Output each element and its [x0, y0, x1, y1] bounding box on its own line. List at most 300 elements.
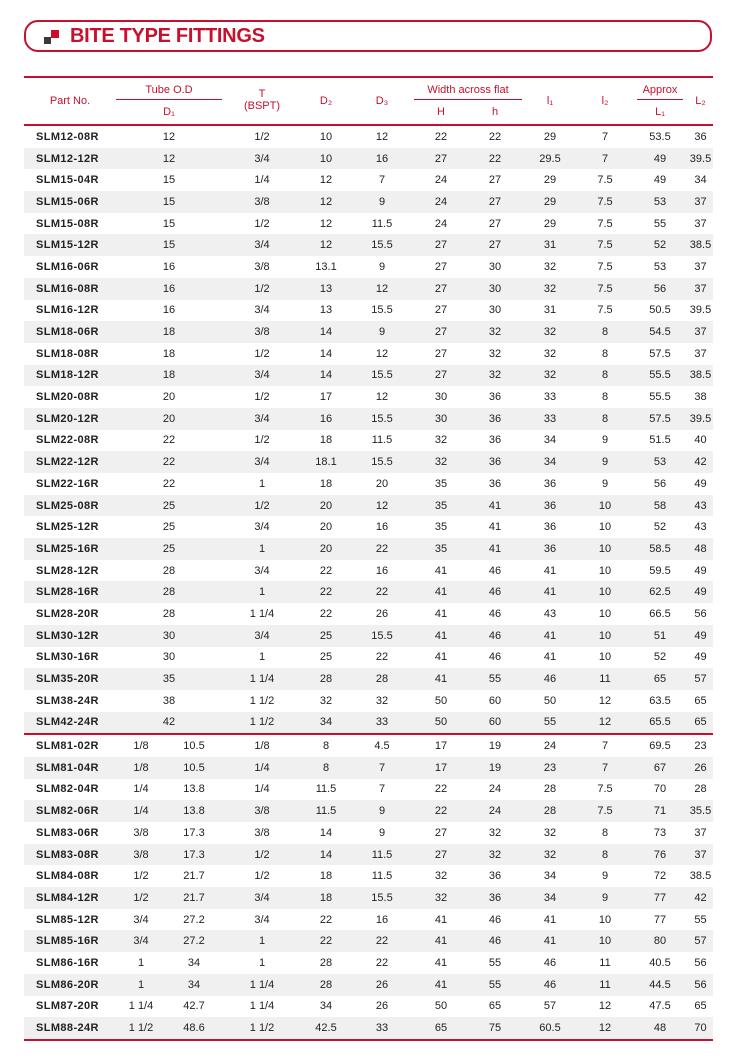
table-cell: 20: [162, 391, 176, 404]
table-cell: 22: [414, 800, 468, 822]
table-cell: 8: [302, 757, 350, 779]
table-cell: 18: [319, 477, 333, 490]
table-cell: 33: [350, 712, 414, 735]
part-number-cell: SLM15-06R: [24, 191, 116, 213]
table-cell: 32: [468, 365, 522, 387]
table-cell: 41: [414, 668, 468, 690]
table-cell: 56: [688, 974, 713, 996]
table-cell: 41: [414, 930, 468, 952]
table-cell: 30: [162, 651, 176, 664]
table-cell: 18.1: [302, 451, 350, 473]
table-cell: 29: [543, 174, 557, 187]
table-cell: 41: [488, 521, 502, 534]
table-cell: 19: [468, 734, 522, 757]
table-cell: 17: [319, 391, 333, 404]
table-cell: 13.1: [315, 260, 337, 273]
table-cell: 39.5: [689, 304, 712, 317]
table-cell: 26: [375, 607, 389, 620]
table-cell: 28: [350, 668, 414, 690]
part-number-cell: SLM86-16R: [36, 956, 99, 969]
table-cell: 27.2: [166, 930, 222, 952]
table-cell: 30: [414, 408, 468, 430]
table-cell: 10: [302, 148, 350, 170]
table-cell: 65: [688, 712, 713, 735]
table-cell: 34: [694, 174, 707, 187]
table-cell: 12: [116, 148, 222, 170]
table-cell: 65: [694, 1000, 707, 1013]
header-d1: D₁: [163, 106, 175, 118]
table-cell: 77: [653, 913, 667, 926]
table-cell: 41: [434, 651, 448, 664]
table-cell: 51.5: [649, 434, 671, 447]
table-cell: 32: [414, 451, 468, 473]
table-cell: 49: [694, 564, 707, 577]
table-cell: 11.5: [371, 434, 393, 447]
table-cell: 50: [543, 694, 557, 707]
table-cell: 1/4: [254, 174, 270, 187]
part-number-cell: SLM22-12R: [24, 451, 116, 473]
table-cell: 10: [319, 130, 333, 143]
table-cell: 9: [378, 260, 386, 273]
table-cell: 46: [488, 651, 502, 664]
table-cell: 9: [601, 434, 609, 447]
table-cell: 9: [578, 887, 632, 909]
table-row: [24, 148, 713, 170]
table-cell: 42.7: [183, 1000, 205, 1013]
table-cell: 32: [414, 887, 468, 909]
table-cell: 46: [488, 913, 502, 926]
table-cell: 41: [434, 564, 448, 577]
table-cell: 9: [601, 477, 609, 490]
table-cell: 37: [694, 260, 707, 273]
table-cell: 52: [653, 521, 667, 534]
table-cell: 21.7: [166, 887, 222, 909]
table-cell: 8: [601, 826, 609, 839]
table-cell: 27: [414, 321, 468, 343]
table-cell: 3/4: [222, 365, 302, 387]
table-row: [24, 343, 713, 365]
table-cell: 22: [488, 130, 502, 143]
table-cell: 27: [434, 826, 448, 839]
table-cell: 36: [488, 391, 502, 404]
table-cell: 34: [187, 956, 201, 969]
table-cell: 32: [522, 365, 578, 387]
table-cell: 46: [522, 668, 578, 690]
table-cell: 28: [543, 783, 557, 796]
table-cell: 37: [688, 321, 713, 343]
table-cell: 32: [543, 347, 557, 360]
table-cell: 3/8: [222, 800, 302, 822]
part-number-cell: SLM20-08R: [36, 391, 99, 404]
table-cell: 35.5: [688, 800, 713, 822]
header-l1-small: l₁: [546, 95, 554, 107]
table-cell: 25: [302, 625, 350, 647]
table-cell: 42: [116, 712, 222, 735]
table-row: [24, 386, 713, 408]
table-row: [24, 779, 713, 801]
table-cell: 49: [688, 625, 713, 647]
table-cell: 7.5: [597, 783, 613, 796]
table-cell: 1/8: [116, 734, 166, 757]
table-cell: 7.5: [578, 278, 632, 300]
table-cell: 20: [302, 495, 350, 517]
header-t: T: [258, 88, 266, 100]
table-cell: 31: [543, 304, 557, 317]
table-cell: 73: [653, 826, 667, 839]
table-cell: 41: [543, 651, 557, 664]
table-row: [24, 822, 713, 844]
table-cell: 7: [578, 734, 632, 757]
table-cell: 1 1/4: [128, 1000, 154, 1013]
table-cell: 8: [601, 391, 609, 404]
table-row: [24, 625, 713, 647]
table-cell: 17.3: [166, 844, 222, 866]
table-cell: 12: [302, 234, 350, 256]
table-cell: 22: [162, 477, 176, 490]
table-cell: 1/2: [116, 887, 166, 909]
table-cell: 34: [543, 870, 557, 883]
table-cell: 24: [468, 800, 522, 822]
table-cell: 15.5: [350, 365, 414, 387]
table-cell: 24: [434, 174, 448, 187]
table-row: [24, 256, 713, 278]
table-cell: 41: [434, 956, 448, 969]
part-number-cell: SLM16-12R: [36, 304, 99, 317]
part-number-cell: SLM28-16R: [24, 581, 116, 603]
table-cell: 27: [414, 234, 468, 256]
header-L1: L₁: [655, 106, 665, 118]
part-number-cell: SLM25-08R: [24, 495, 116, 517]
table-cell: 12: [162, 130, 176, 143]
table-cell: 57: [688, 930, 713, 952]
table-cell: 22: [468, 148, 522, 170]
table-cell: 30: [468, 278, 522, 300]
table-cell: 36: [488, 477, 502, 490]
part-number-cell: SLM28-12R: [36, 564, 99, 577]
table-cell: 69.5: [632, 734, 688, 757]
table-cell: 70: [688, 1017, 713, 1040]
fittings-table: [24, 76, 713, 1041]
table-cell: 7.5: [597, 304, 613, 317]
part-number-cell: SLM18-06R: [24, 321, 116, 343]
table-row: [24, 408, 713, 430]
table-cell: 25: [116, 538, 222, 560]
table-cell: 65: [488, 1000, 502, 1013]
table-cell: 1: [116, 974, 166, 996]
table-row: [24, 473, 713, 495]
table-cell: 34: [543, 434, 557, 447]
table-cell: 56: [653, 477, 667, 490]
table-cell: 12: [319, 174, 333, 187]
table-cell: 65: [694, 694, 707, 707]
table-cell: 10: [598, 521, 612, 534]
table-cell: 71: [632, 800, 688, 822]
table-cell: 1 1/2: [222, 712, 302, 735]
part-number-cell: SLM35-20R: [24, 668, 116, 690]
table-cell: 1 1/4: [222, 668, 302, 690]
table-cell: 52: [653, 651, 667, 664]
part-number-cell: SLM82-04R: [36, 783, 99, 796]
table-cell: 1/8: [116, 757, 166, 779]
part-number-cell: SLM84-08R: [36, 870, 99, 883]
table-cell: 46: [468, 625, 522, 647]
table-cell: 27: [414, 844, 468, 866]
table-cell: 75: [468, 1017, 522, 1040]
table-cell: 1: [258, 477, 266, 490]
part-number-cell: SLM16-08R: [24, 278, 116, 300]
table-row: [24, 690, 713, 712]
table-cell: 1/2: [222, 844, 302, 866]
table-cell: 14: [319, 826, 333, 839]
table-cell: 27: [488, 217, 502, 230]
table-cell: 11.5: [371, 870, 393, 883]
table-cell: 34: [166, 974, 222, 996]
table-cell: 1/4: [116, 800, 166, 822]
part-number-cell: SLM81-02R: [24, 734, 116, 757]
table-cell: 3/4: [116, 930, 166, 952]
table-cell: 8: [601, 347, 609, 360]
part-number-cell: SLM87-20R: [36, 1000, 99, 1013]
table-cell: 20: [319, 521, 333, 534]
table-cell: 41: [414, 974, 468, 996]
table-row: [24, 451, 713, 473]
table-cell: 32: [522, 844, 578, 866]
table-cell: 53: [632, 191, 688, 213]
table-cell: 11: [578, 974, 632, 996]
table-header: [24, 77, 713, 125]
table-cell: 58.5: [632, 538, 688, 560]
header-bspt: (BSPT): [243, 100, 281, 112]
table-cell: 27: [468, 191, 522, 213]
table-cell: 49: [653, 174, 667, 187]
table-cell: 29: [543, 130, 557, 143]
part-number-cell: SLM30-12R: [24, 625, 116, 647]
table-cell: 49: [632, 148, 688, 170]
part-number-cell: SLM30-16R: [36, 651, 99, 664]
table-row: [24, 321, 713, 343]
table-row: [24, 734, 713, 757]
table-cell: 70: [653, 783, 667, 796]
table-cell: 8: [578, 321, 632, 343]
part-number-cell: SLM20-12R: [24, 408, 116, 430]
table-cell: 77: [632, 887, 688, 909]
table-row: [24, 887, 713, 909]
table-cell: 32: [522, 278, 578, 300]
table-cell: 3/4: [222, 234, 302, 256]
table-row: [24, 516, 713, 538]
part-number-cell: SLM18-08R: [36, 347, 99, 360]
table-cell: 18: [319, 434, 333, 447]
table-cell: 67: [632, 757, 688, 779]
table-row: [24, 668, 713, 690]
table-cell: 32: [319, 694, 333, 707]
table-cell: 12: [350, 278, 414, 300]
table-cell: 27: [434, 304, 448, 317]
table-cell: 41: [414, 581, 468, 603]
table-cell: 7: [378, 174, 386, 187]
table-cell: 3/4: [222, 148, 302, 170]
table-cell: 80: [632, 930, 688, 952]
header-approx: Approx: [632, 77, 688, 100]
table-cell: 13: [319, 304, 333, 317]
table-cell: 56: [694, 607, 707, 620]
table-cell: 12: [598, 694, 612, 707]
table-cell: 32: [488, 347, 502, 360]
table-cell: 16: [375, 564, 389, 577]
table-cell: 38: [694, 391, 707, 404]
table-cell: 46: [522, 974, 578, 996]
table-row: [24, 430, 713, 452]
table-cell: 22: [319, 564, 333, 577]
table-cell: 43: [688, 495, 713, 517]
table-cell: 23: [688, 734, 713, 757]
table-row: [24, 125, 713, 148]
table-cell: 1/2: [133, 870, 149, 883]
table-cell: 28: [694, 783, 707, 796]
table-cell: 12: [302, 191, 350, 213]
table-cell: 9: [350, 321, 414, 343]
table-cell: 35: [414, 538, 468, 560]
table-cell: 36: [543, 521, 557, 534]
table-cell: 16: [375, 913, 389, 926]
table-cell: 31: [522, 234, 578, 256]
table-cell: 44.5: [632, 974, 688, 996]
table-cell: 27: [468, 234, 522, 256]
table-cell: 13.8: [166, 800, 222, 822]
table-cell: 34: [302, 712, 350, 735]
table-cell: 18: [162, 347, 176, 360]
table-cell: 7.5: [597, 174, 613, 187]
table-cell: 38.5: [689, 870, 712, 883]
part-number-cell: SLM84-12R: [24, 887, 116, 909]
table-cell: 7.5: [597, 217, 613, 230]
table-cell: 51: [632, 625, 688, 647]
table-cell: 55: [488, 956, 502, 969]
header-width-across-flat: Width across flat: [414, 77, 522, 100]
table-cell: 41: [468, 495, 522, 517]
table-cell: 49: [694, 477, 707, 490]
table-cell: 10: [578, 495, 632, 517]
table-cell: 33: [350, 1017, 414, 1040]
table-cell: 14: [302, 321, 350, 343]
table-row: [24, 538, 713, 560]
table-cell: 7: [578, 757, 632, 779]
table-cell: 22: [319, 913, 333, 926]
table-cell: 50: [414, 712, 468, 735]
table-cell: 14: [302, 844, 350, 866]
table-cell: 34: [522, 887, 578, 909]
table-cell: 41: [543, 564, 557, 577]
table-cell: 60.5: [522, 1017, 578, 1040]
table-cell: 3/4: [222, 887, 302, 909]
table-cell: 55: [694, 913, 707, 926]
table-cell: 11.5: [302, 800, 350, 822]
table-cell: 8: [302, 734, 350, 757]
table-cell: 37: [694, 347, 707, 360]
table-cell: 16: [375, 521, 389, 534]
table-cell: 32: [543, 260, 557, 273]
table-cell: 41: [522, 625, 578, 647]
header-L2: L₂: [695, 95, 706, 107]
table-cell: 1 1/2: [249, 694, 275, 707]
table-row: [24, 213, 713, 235]
table-cell: 38: [162, 694, 176, 707]
table-cell: 22: [375, 956, 389, 969]
table-cell: 39.5: [688, 408, 713, 430]
table-cell: 27.2: [183, 913, 205, 926]
table-cell: 3/8: [254, 260, 270, 273]
table-cell: 1/2: [254, 347, 270, 360]
table-cell: 1: [258, 956, 266, 969]
table-cell: 3/8: [116, 844, 166, 866]
table-cell: 1 1/2: [116, 1017, 166, 1040]
table-cell: 1: [137, 956, 145, 969]
table-cell: 28: [162, 564, 176, 577]
table-cell: 15.5: [350, 234, 414, 256]
table-cell: 28: [319, 956, 333, 969]
table-cell: 3/4: [222, 408, 302, 430]
table-cell: 42.5: [302, 1017, 350, 1040]
table-row: [24, 169, 713, 191]
table-cell: 46: [468, 581, 522, 603]
table-cell: 1/2: [254, 130, 270, 143]
table-cell: 32: [375, 694, 389, 707]
table-row: [24, 495, 713, 517]
table-cell: 1/2: [222, 278, 302, 300]
table-cell: 3/4: [254, 304, 270, 317]
table-cell: 12: [375, 347, 389, 360]
table-cell: 11.5: [315, 783, 337, 796]
table-cell: 41: [543, 913, 557, 926]
table-cell: 56: [632, 278, 688, 300]
table-cell: 12: [578, 712, 632, 735]
table-cell: 10: [598, 913, 612, 926]
part-number-cell: SLM25-16R: [24, 538, 116, 560]
table-cell: 1: [222, 930, 302, 952]
table-cell: 37: [688, 844, 713, 866]
table-cell: 26: [375, 1000, 389, 1013]
table-cell: 32: [522, 321, 578, 343]
part-number-cell: SLM25-12R: [36, 521, 99, 534]
table-cell: 9: [378, 826, 386, 839]
table-row: [24, 909, 713, 931]
table-cell: 8: [578, 408, 632, 430]
table-cell: 20: [375, 477, 389, 490]
table-cell: 65.5: [632, 712, 688, 735]
table-cell: 55: [468, 668, 522, 690]
table-cell: 30: [434, 391, 448, 404]
table-row: [24, 581, 713, 603]
table-cell: 27: [488, 174, 502, 187]
table-cell: 29: [522, 191, 578, 213]
table-cell: 54.5: [632, 321, 688, 343]
table-cell: 32: [468, 844, 522, 866]
table-cell: 41: [522, 930, 578, 952]
table-cell: 10: [578, 625, 632, 647]
table-row: [24, 800, 713, 822]
table-cell: 26: [688, 757, 713, 779]
table-cell: 3/4: [222, 625, 302, 647]
table-cell: 36: [522, 538, 578, 560]
table-cell: 9: [350, 191, 414, 213]
table-cell: 55.5: [632, 365, 688, 387]
table-cell: 48: [632, 1017, 688, 1040]
table-cell: 42: [688, 887, 713, 909]
table-cell: 59.5: [649, 564, 671, 577]
part-number-cell: SLM42-24R: [24, 712, 116, 735]
part-number-cell: SLM83-08R: [24, 844, 116, 866]
table-cell: 18: [116, 321, 222, 343]
